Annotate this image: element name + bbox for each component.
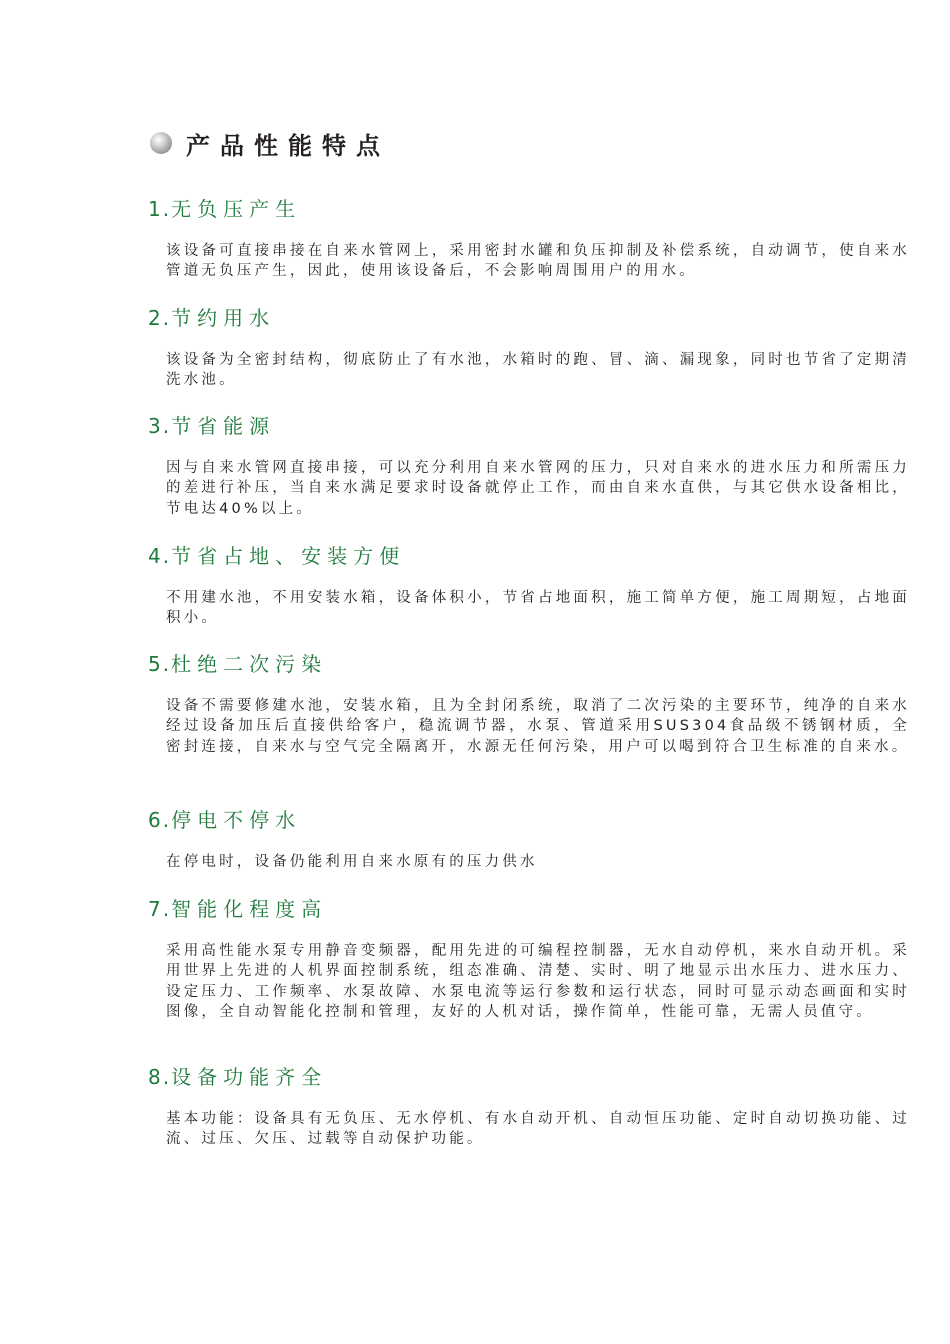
section-number: 1. — [148, 197, 172, 221]
section-body: 因与自来水管网直接串接，可以充分利用自来水管网的压力，只对自来水的进水压力和所需压力的差进行补压，当自来水满足要求时设备就停止工作，而由自来水直供，与其它供水设备相比，节电达40%以上。 — [166, 460, 910, 517]
section-save-water — [148, 306, 918, 391]
section-heading — [148, 897, 918, 921]
section-heading — [148, 652, 918, 676]
section-number: 6. — [148, 808, 172, 832]
section-heading — [148, 197, 918, 221]
section-heading — [148, 306, 918, 330]
page-header — [150, 128, 390, 158]
section-title: 节约用水 — [171, 306, 276, 330]
section-body: 采用高性能水泵专用静音变频器，配用先进的可编程控制器，无水自动停机，来水自动开机。采用世界上先进的人机界面控制系统，组态准确、清楚、实时、明了地显示出水压力、进水压力、设定压力、工作频率、水泵故障、水泵电流等运行参数和运行状态，同时可显示动态画面和实时图像，全自动智能化控制和管理，友好的人机对话，操作简单，性能可靠，无需人员值守。 — [166, 943, 910, 1020]
section-number: 3. — [148, 414, 172, 438]
section-complete-functions — [148, 1065, 918, 1150]
section-number: 7. — [148, 897, 172, 921]
section-body: 该设备可直接串接在自来水管网上，采用密封水罐和负压抑制及补偿系统，自动调节，使自来水管道无负压产生，因此，使用该设备后，不会影响周围用户的用水。 — [166, 243, 910, 280]
section-heading — [148, 808, 918, 832]
section-number: 4. — [148, 544, 172, 568]
section-intelligent — [148, 897, 918, 1022]
section-title: 无负压产生 — [171, 197, 302, 221]
section-body: 该设备为全密封结构，彻底防止了有水池，水箱时的跑、冒、滴、漏现象，同时也节省了定期清洗水池。 — [166, 352, 910, 389]
section-heading — [148, 1065, 918, 1089]
section-body: 不用建水池，不用安装水箱，设备体积小，节省占地面积，施工简单方便，施工周期短，占地面积小。 — [166, 590, 910, 627]
page-title: 产品性能特点 — [186, 131, 390, 160]
section-no-negative-pressure — [148, 197, 918, 282]
section-number: 5. — [148, 652, 172, 676]
section-title: 设备功能齐全 — [171, 1065, 328, 1089]
section-title: 停电不停水 — [171, 808, 302, 832]
section-save-space — [148, 544, 918, 629]
circle-bullet-icon — [150, 132, 172, 154]
section-power-outage — [148, 808, 918, 872]
section-body: 设备不需要修建水池，安装水箱，且为全封闭系统，取消了二次污染的主要环节，纯净的自来水经过设备加压后直接供给客户，稳流调节器，水泵、管道采用SUS304食品级不锈钢材质，全密封连接，自来水与空气完全隔离开，水源无任何污染，用户可以喝到符合卫生标准的自来水。 — [166, 698, 910, 755]
section-title: 杜绝二次污染 — [171, 652, 328, 676]
section-number: 2. — [148, 306, 172, 330]
section-no-secondary-pollution — [148, 652, 918, 757]
section-number: 8. — [148, 1065, 172, 1089]
section-body: 基本功能：设备具有无负压、无水停机、有水自动开机、自动恒压功能、定时自动切换功能、过流、过压、欠压、过载等自动保护功能。 — [166, 1111, 910, 1148]
section-title: 智能化程度高 — [171, 897, 328, 921]
section-heading — [148, 414, 918, 438]
section-body: 在停电时，设备仍能利用自来水原有的压力供水 — [166, 854, 538, 870]
section-title: 节省占地、安装方便 — [171, 544, 406, 568]
section-title: 节省能源 — [171, 414, 276, 438]
section-heading — [148, 544, 918, 568]
section-save-energy — [148, 414, 918, 519]
